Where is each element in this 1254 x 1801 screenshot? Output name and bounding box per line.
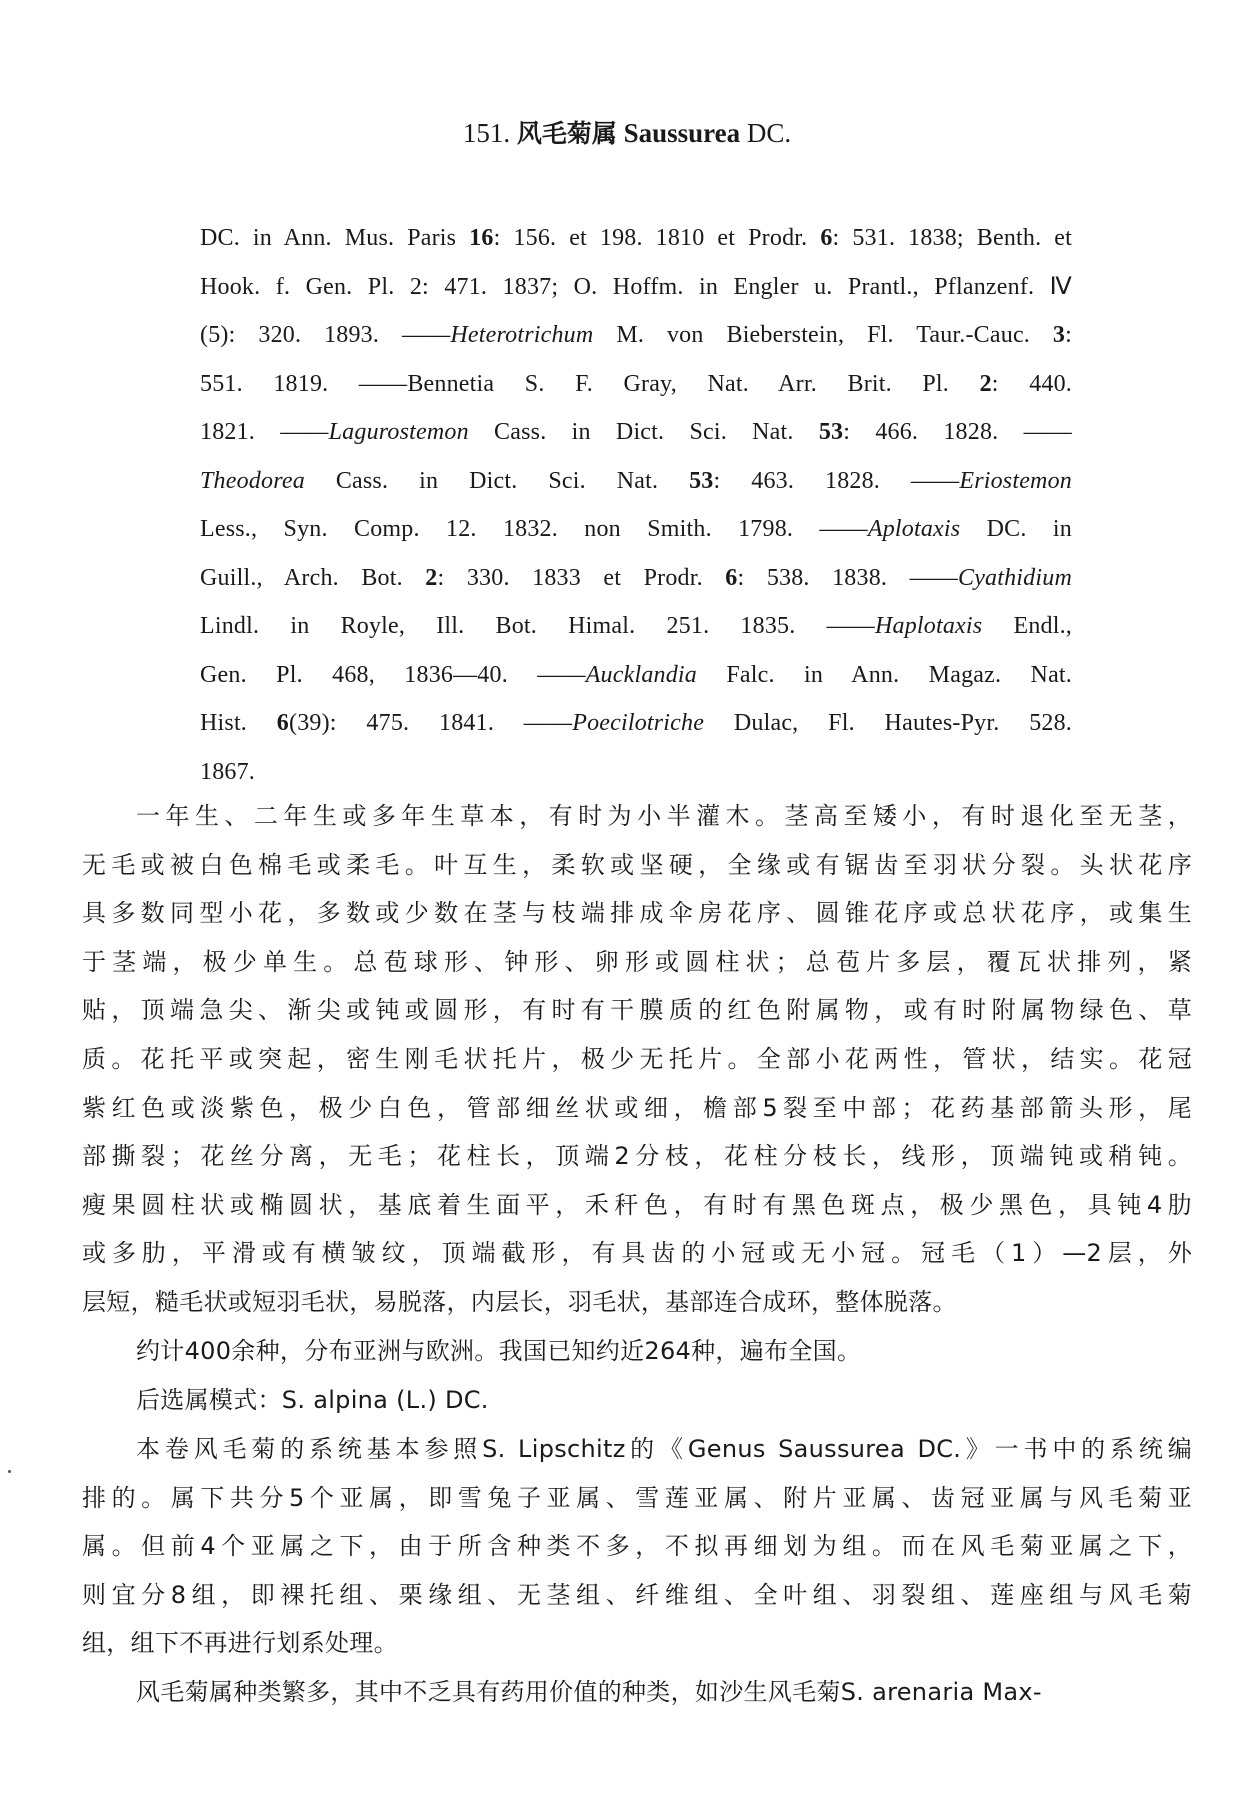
citation-text: 551. 1819. ——Bennetia S. F. Gray, Nat. Arr. Brit. Pl. xyxy=(200,370,980,397)
citation-text: Lindl. in Royle, Ill. Bot. Himal. 251. 1835. —— xyxy=(200,613,875,639)
system-line: 属。但前4个亚属之下，由于所含种类不多，不拟再细划为组。而在风毛菊亚属之下， xyxy=(82,1532,1192,1561)
citation-text: DC. in Ann. Mus. Paris xyxy=(200,225,470,251)
volume-number: 6 xyxy=(725,564,738,591)
description-line: 层短，糙毛状或短羽毛状，易脱落，内层长，羽毛状，基部连合成环，整体脱落。 xyxy=(82,1287,957,1316)
description-line: 无毛或被白色棉毛或柔毛。叶互生，柔软或坚硬，全缘或有锯齿至羽状分裂。头状花序 xyxy=(82,850,1192,879)
synonym-genus-name: Theodorea xyxy=(200,467,305,494)
genus-heading xyxy=(0,116,1254,151)
citation-text: 1867. xyxy=(200,758,255,785)
citation-text: : 466. 1828. —— xyxy=(843,419,1072,445)
citation-text: Cass. in Dict. Sci. Nat. xyxy=(304,467,690,494)
description-line: 瘦果圆柱状或椭圆状，基底着生面平，禾秆色，有时有黑色斑点，极少黑色，具钝4肋 xyxy=(82,1190,1192,1219)
system-line: 本卷风毛菊的系统基本参照S. Lipschitz的《Genus Saussurea DC.》一书中的系统编 xyxy=(136,1435,1192,1463)
margin-speck xyxy=(8,1470,11,1473)
citation-line xyxy=(200,748,1072,797)
volume-number: 16 xyxy=(469,225,494,251)
classification-system-paragraph xyxy=(82,1425,1192,1668)
description-line: 或多肋，平滑或有横皱纹，顶端截形，有具齿的小冠或无小冠。冠毛（1）—2层，外 xyxy=(82,1239,1192,1268)
citation-line xyxy=(200,651,1072,700)
citation-line xyxy=(200,457,1072,506)
citation-line xyxy=(200,408,1072,457)
synonym-genus-name: Cyathidium xyxy=(957,564,1072,591)
volume-number: 6 xyxy=(276,710,289,736)
genus-description xyxy=(82,792,1192,1327)
synonym-genus-name: Aucklandia xyxy=(585,661,697,688)
genus-author: DC. xyxy=(746,118,792,148)
medicinal-text: 风毛菊属种类繁多，其中不乏具有药用价值的种类，如沙生风毛菊S. arenaria Max- xyxy=(136,1678,1042,1706)
citation-text: Endl., xyxy=(982,613,1072,639)
synonym-genus-name: Lagurostemon xyxy=(328,419,469,445)
citation-text: M. von Bieberstein, Fl. Taur.-Cauc. xyxy=(593,322,1053,348)
synonym-genus-name: Haplotaxis xyxy=(874,613,983,639)
citation-text: : 156. et 198. 1810 et Prodr. xyxy=(493,225,821,251)
citation-text: : 531. 1838; Benth. et xyxy=(832,225,1072,251)
citation-line xyxy=(200,602,1072,651)
volume-number: 2 xyxy=(425,564,438,591)
citation-text: 1821. —— xyxy=(200,419,329,445)
citation-line xyxy=(200,699,1072,748)
citation-text: DC. in xyxy=(960,516,1072,542)
citation-text: Gen. Pl. 468, 1836—40. —— xyxy=(200,661,586,688)
citation-text: Hist. xyxy=(200,710,277,736)
citation-text: : xyxy=(1065,322,1072,348)
citation-line xyxy=(200,505,1072,554)
volume-number: 6 xyxy=(820,225,833,251)
type-species-paragraph xyxy=(82,1376,1192,1425)
system-line: 组，组下不再进行划系处理。 xyxy=(82,1629,398,1658)
volume-number: 53 xyxy=(818,419,844,445)
synonym-genus-name: Poecilotriche xyxy=(572,710,705,736)
citation-text: Guill., Arch. Bot. xyxy=(200,564,426,591)
description-line: 质。花托平或突起，密生刚毛状托片，极少无托片。全部小花两性，管状，结实。花冠 xyxy=(82,1044,1192,1073)
system-line: 则宜分8组，即裸托组、栗缘组、无茎组、纤维组、全叶组、羽裂组、莲座组与风毛菊 xyxy=(82,1580,1192,1609)
citation-line xyxy=(200,554,1072,603)
citation-line xyxy=(200,360,1072,409)
genus-latin-name: Saussurea xyxy=(623,118,741,148)
nomenclature-citation xyxy=(200,214,1072,796)
description-line: 部撕裂；花丝分离，无毛；花柱长，顶端2分枝，花柱分枝长，线形，顶端钝或稍钝。 xyxy=(82,1142,1192,1171)
citation-text: : 463. 1828. —— xyxy=(713,467,960,494)
citation-text: (5): 320. 1893. —— xyxy=(200,322,451,348)
citation-text: Less., Syn. Comp. 12. 1832. non Smith. 1798. —— xyxy=(200,516,868,542)
synonym-genus-name: Heterotrichum xyxy=(450,322,594,348)
description-line: 贴，顶端急尖、渐尖或钝或圆形，有时有干膜质的红色附属物，或有时附属物绿色、草 xyxy=(82,996,1192,1025)
citation-text: : 538. 1838. —— xyxy=(737,564,958,591)
volume-number: 53 xyxy=(689,467,714,494)
citation-line xyxy=(200,214,1072,263)
citation-text: Cass. in Dict. Sci. Nat. xyxy=(468,419,819,445)
system-line: 排的。属下共分5个亚属，即雪兔子亚属、雪莲亚属、附片亚属、齿冠亚属与风毛菊亚 xyxy=(82,1483,1192,1512)
synonym-genus-name: Aplotaxis xyxy=(867,516,961,542)
distribution-text: 约计400余种，分布亚洲与欧洲。我国已知约近264种，遍布全国。 xyxy=(136,1337,862,1365)
genus-number: 151. xyxy=(462,118,511,148)
description-line: 一年生、二年生或多年生草本，有时为小半灌木。茎高至矮小，有时退化至无茎， xyxy=(136,802,1192,830)
citation-text: : 440. xyxy=(991,370,1072,397)
citation-line xyxy=(200,311,1072,360)
volume-number: 3 xyxy=(1052,322,1066,348)
genus-chinese-name: 风毛菊属 xyxy=(516,119,617,148)
citation-text: Falc. in Ann. Magaz. Nat. xyxy=(697,661,1072,688)
distribution-paragraph xyxy=(82,1327,1192,1376)
description-line: 于茎端，极少单生。总苞球形、钟形、卵形或圆柱状；总苞片多层，覆瓦状排列，紧 xyxy=(82,947,1192,976)
volume-number: 2 xyxy=(979,370,992,397)
description-line: 紫红色或淡紫色，极少白色，管部细丝状或细，檐部5裂至中部；花药基部箭头形，尾 xyxy=(82,1093,1192,1122)
synonym-genus-name: Eriostemon xyxy=(959,467,1072,494)
medicinal-paragraph xyxy=(82,1668,1192,1717)
citation-line xyxy=(200,263,1072,312)
type-species-text: 后选属模式：S. alpina (L.) DC. xyxy=(136,1386,489,1414)
citation-text: Hook. f. Gen. Pl. 2: 471. 1837; O. Hoffm. in Engler u. Prantl., Pflanzenf. Ⅳ xyxy=(200,273,1072,300)
citation-text: Dulac, Fl. Hautes-Pyr. 528. xyxy=(704,710,1072,736)
description-line: 具多数同型小花，多数或少数在茎与枝端排成伞房花序、圆锥花序或总状花序，或集生 xyxy=(82,899,1192,928)
citation-text: (39): 475. 1841. —— xyxy=(289,710,573,736)
citation-text: : 330. 1833 et Prodr. xyxy=(437,564,726,591)
